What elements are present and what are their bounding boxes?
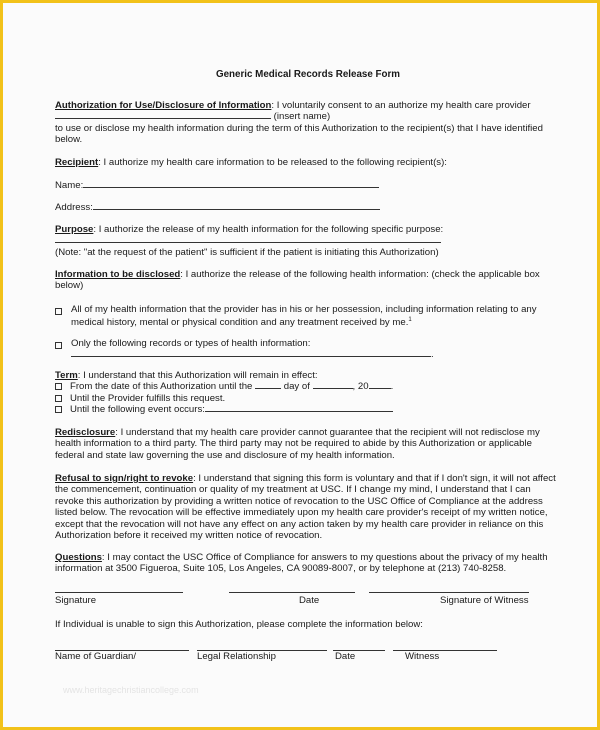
watermark-text: www.heritagechristiancollege.com bbox=[63, 685, 199, 695]
authorization-text-2: to use or disclose my health information during the term of this Authorization to the recipient(s) that I have identified below. bbox=[55, 122, 543, 146]
disclosed-option-specific: Only the following records or types of health information: . bbox=[55, 338, 561, 361]
term-heading: Term bbox=[55, 370, 78, 381]
disclosed-text: I authorize the release of the following health information: (check the applicable box below) bbox=[55, 269, 540, 292]
term-date-text: From the date of this Authorization until the bbox=[70, 381, 253, 393]
purpose-text: I authorize the release of my health information for the following specific purpose: bbox=[96, 224, 444, 235]
recipient-section: Recipient: I authorize my health care information to be released to the following recipient(s): bbox=[55, 157, 447, 168]
specific-records-field[interactable] bbox=[71, 356, 431, 357]
redisclosure-heading: Redisclosure bbox=[55, 427, 116, 438]
purpose-section: Purpose: I authorize the release of my health information for the following specific purpose: (Note: "at the request of the patient" is sufficient if the patient is initiating this Authorization) bbox=[55, 224, 444, 258]
signature-date-label: Date bbox=[299, 595, 320, 606]
authorization-heading: Authorization for Use/Disclosure of Information bbox=[55, 100, 272, 111]
disclosed-option-all bbox=[55, 304, 561, 329]
provider-name-line[interactable] bbox=[55, 118, 271, 119]
guardian-witness-label: Witness bbox=[405, 651, 440, 662]
purpose-field[interactable] bbox=[55, 242, 441, 243]
guardian-note: If Individual is unable to sign this Authorization, please complete the information below: bbox=[55, 619, 423, 630]
questions-heading: Questions bbox=[55, 552, 102, 563]
recipient-text: I authorize my health care information to be released to the following recipient(s): bbox=[100, 157, 447, 168]
term-section: Term: I understand that this Authorization will remain in effect: From the date of this Authorization until the day of , 20 . Until the Provider fulfills this request. Until the following event occurs: bbox=[55, 370, 394, 416]
purpose-note: (Note: "at the request of the patient" is sufficient if the patient is initiating this Authorization) bbox=[55, 246, 439, 258]
address-label: Address: bbox=[55, 202, 93, 213]
questions-section: Questions: I may contact the USC Office of Compliance for answers to my questions about the privacy of my health information at 3500 Figueroa, Suite 105, Los Angeles, CA 90089-8007, or by telephone at (213) 740-8258. bbox=[55, 552, 548, 575]
option-specific-text: Only the following records or types of health information: bbox=[71, 338, 311, 349]
disclosed-heading: Information to be disclosed bbox=[55, 269, 181, 280]
recipient-address-field[interactable] bbox=[93, 209, 380, 210]
signature-line[interactable] bbox=[55, 592, 183, 593]
term-event-field[interactable] bbox=[205, 411, 393, 412]
signature-date-line[interactable] bbox=[229, 592, 355, 593]
term-event-text: Until the following event occurs: bbox=[70, 404, 205, 416]
insert-name-label: (insert name) bbox=[273, 111, 331, 123]
footnote-marker: 1 bbox=[408, 317, 412, 324]
checkbox-term-fulfilled[interactable] bbox=[55, 395, 62, 402]
redisclosure-section: Redisclosure: I understand that my health care provider cannot guarantee that the recipient will not redisclose my health information to a third party. The third party may not be required to abide by this Authorization or applicable federal and state law governing the use and disclosure of my health information. bbox=[55, 427, 540, 461]
recipient-address-row bbox=[55, 202, 561, 213]
signature-label: Signature bbox=[55, 595, 97, 606]
checkbox-term-event[interactable] bbox=[55, 406, 62, 413]
witness-signature-line[interactable] bbox=[369, 592, 529, 593]
redisclosure-text: I understand that my health care provider cannot guarantee that the recipient will not redisclose my health information to a third party. The third party may not be required to abide by this Authorization or applicable federal and state law governing the use and disclosure of my health information. bbox=[55, 427, 540, 461]
refusal-heading: Refusal to sign/right to revoke bbox=[55, 473, 194, 484]
term-day-of: day of bbox=[283, 381, 310, 393]
name-label: Name: bbox=[55, 180, 84, 191]
checkbox-term-date[interactable] bbox=[55, 383, 62, 390]
disclosed-section: Information to be disclosed: I authorize the release of the following health information: (check the applicable box below) bbox=[55, 269, 540, 292]
term-month-field[interactable] bbox=[313, 388, 353, 389]
term-year-prefix: , 20 bbox=[352, 381, 369, 393]
term-year-field[interactable] bbox=[369, 388, 391, 389]
recipient-name-field[interactable] bbox=[83, 187, 379, 188]
term-day-field[interactable] bbox=[255, 388, 281, 389]
purpose-heading: Purpose bbox=[55, 224, 94, 235]
legal-relationship-label: Legal Relationship bbox=[197, 651, 276, 662]
refusal-section: Refusal to sign/right to revoke: I understand that signing this form is voluntary and that if I don't sign, it will not affect the commencement, continuation or quality of my treatment at USC. If I change my mind, I understand that I can revoke this authorization by providing a written notice of revocation to the USC Office of Compliance at the address listed below. The revocation will be effective immediately upon my health care provider's receipt of my written notice, except that the revocation will not have any effect on any action taken by my health care provider in reliance on this Authorization before it received my written notice of revocation. bbox=[55, 473, 556, 542]
checkbox-specific-records[interactable] bbox=[55, 342, 62, 349]
term-fulfilled-text: Until the Provider fulfills this request. bbox=[70, 392, 226, 404]
questions-text: I may contact the USC Office of Compliance for answers to my questions about the privacy of my health information at 3500 Figueroa, Suite 105, Los Angeles, CA 90089-8007, or by telephone at (213) 740-8258. bbox=[55, 552, 548, 575]
authorization-section: Authorization for Use/Disclosure of Information: I voluntarily consent to an authorize my health care provider (insert name) to use or disclose my health information during the term of this Authorization to the recipient(s) that I have identified below. bbox=[55, 100, 543, 146]
checkbox-all-info[interactable] bbox=[55, 308, 62, 315]
recipient-name-row bbox=[55, 180, 561, 191]
page-title: Generic Medical Records Release Form bbox=[215, 69, 401, 80]
refusal-text: I understand that signing this form is voluntary and that if I don't sign, it will not affect the commencement, continuation or quality of my treatment at USC. If I change my mind, I understand that I can revoke this authorization by providing a written notice of revocation to the USC Office of Compliance at the address listed below. The revocation will be effective immediately upon my health care provider's receipt of my written notice, except that the revocation will not have any effect on any action taken by my health care provider in reliance on this Authorization before it received my written notice of revocation. bbox=[55, 473, 556, 542]
recipient-heading: Recipient bbox=[55, 157, 99, 168]
guardian-name-label: Name of Guardian/ bbox=[55, 651, 137, 662]
authorization-text: I voluntarily consent to an authorize my health care provider bbox=[274, 100, 531, 111]
guardian-date-label: Date bbox=[335, 651, 356, 662]
option-all-text: All of my health information that the provider has in his or her possession, including information relating to any medical history, mental or physical condition and any treatment received by me. bbox=[71, 304, 537, 329]
witness-signature-label: Signature of Witness bbox=[440, 595, 529, 606]
term-text: I understand that this Authorization will remain in effect: bbox=[80, 370, 318, 381]
